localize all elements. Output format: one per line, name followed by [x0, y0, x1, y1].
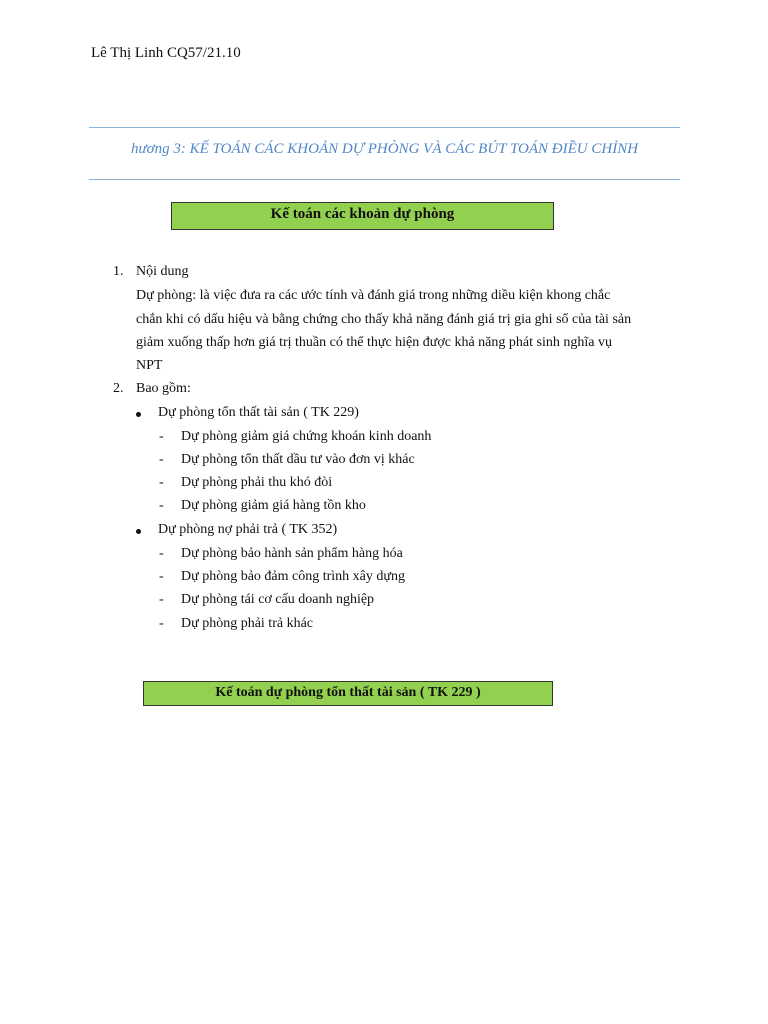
list-item: Dự phòng phải thu khó đòi [181, 475, 333, 490]
list-item: Dự phòng tái cơ cấu doanh nghiệp [181, 592, 375, 607]
dash-icon: - [159, 475, 164, 490]
list-item: Dự phòng phải trả khác [181, 616, 313, 631]
paragraph-line: giảm xuống thấp hơn giá trị thuần có thể thực hiện được khả năng phát sinh nghĩa vụ [136, 335, 612, 350]
item-heading-content: Nội dung [136, 264, 189, 279]
dash-icon: - [159, 429, 164, 444]
section-heading-provisions: Kế toán các khoản dự phòng [171, 202, 554, 230]
paragraph-line: chắn khi có dấu hiệu và bằng chứng cho thấy khả năng đánh giá trị gia ghi sổ của tài sản [136, 312, 632, 327]
chapter-title: hương 3: KẾ TOÁN CÁC KHOẢN DỰ PHÒNG VÀ CÁC BÚT TOÁN ĐIỀU CHỈNH [130, 141, 639, 157]
list-item: Dự phòng giảm giá chứng khoán kinh doanh [181, 429, 432, 444]
list-item: Dự phòng tổn thất dầu tư vào đơn vị khác [181, 452, 415, 467]
chapter-bottom-rule [89, 179, 680, 180]
section-heading-asset-loss: Kế toán dự phòng tổn thất tài sản ( TK 229 ) [143, 681, 553, 706]
paragraph-line: NPT [136, 358, 163, 373]
bullet-dot-icon [136, 412, 141, 417]
paragraph-line: Dự phòng: là việc đưa ra các ước tính và đánh giá trong những diều kiện khong chắc [136, 288, 611, 303]
list-number: 2. [113, 381, 124, 396]
list-item: Dự phòng bảo đảm công trình xây dựng [181, 569, 405, 584]
dash-icon: - [159, 569, 164, 584]
dash-icon: - [159, 592, 164, 607]
group-label: Dự phòng nợ phải trả ( TK 352) [158, 522, 338, 537]
list-number: 1. [113, 264, 124, 279]
dash-icon: - [159, 546, 164, 561]
dash-icon: - [159, 498, 164, 513]
item-heading-includes: Bao gồm: [136, 381, 191, 396]
author-line: Lê Thị Linh CQ57/21.10 [91, 45, 241, 61]
list-item: Dự phòng bảo hành sản phẩm hàng hóa [181, 546, 403, 561]
dash-icon: - [159, 452, 164, 467]
chapter-top-rule [89, 127, 680, 128]
group-label: Dự phòng tổn thất tài sản ( TK 229) [158, 405, 359, 420]
dash-icon: - [159, 616, 164, 631]
list-item: Dự phòng giảm giá hàng tồn kho [181, 498, 366, 513]
bullet-dot-icon [136, 529, 141, 534]
